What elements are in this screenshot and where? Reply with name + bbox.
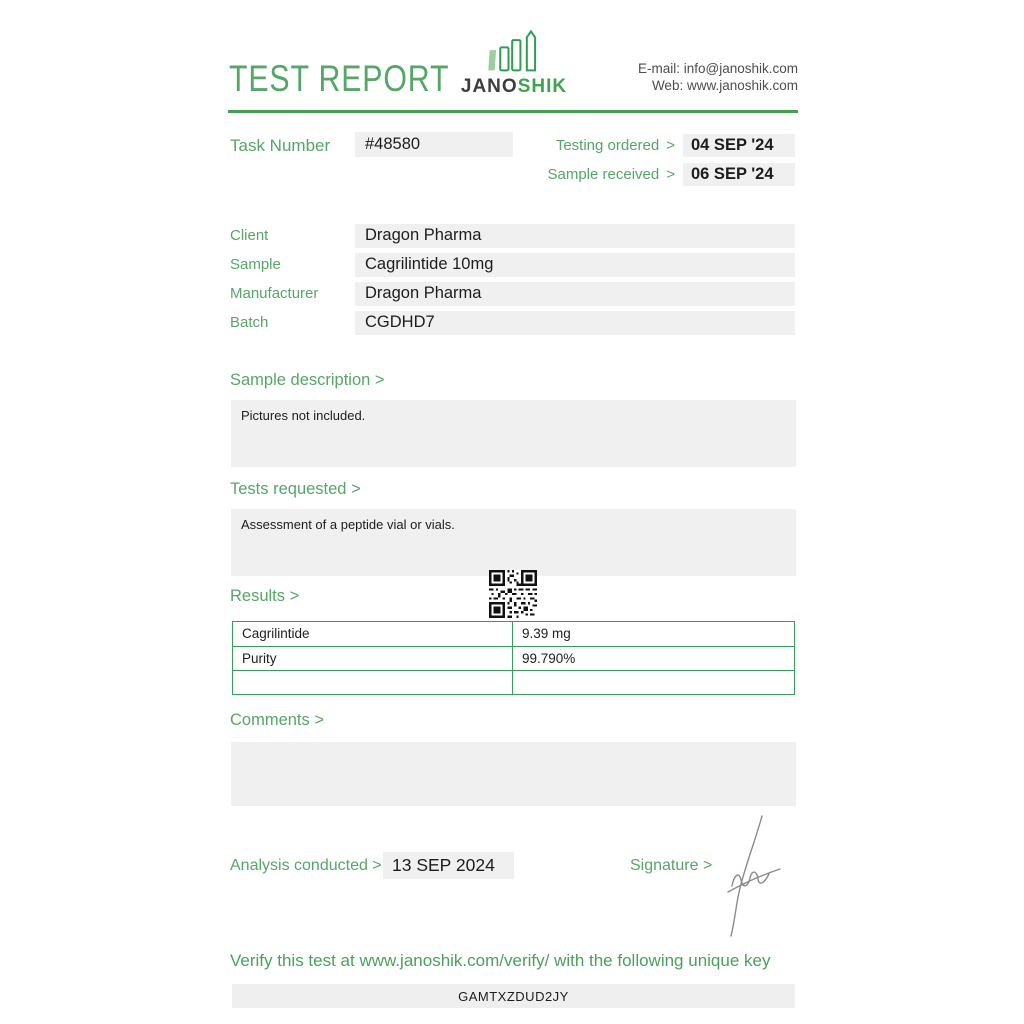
result-value xyxy=(513,671,794,694)
contact-info xyxy=(638,60,798,94)
batch-value: CGDHD7 xyxy=(355,311,795,335)
task-number-value: #48580 xyxy=(355,132,513,157)
page-title: TEST REPORT xyxy=(229,58,450,99)
logo-wordmark xyxy=(455,76,573,98)
sample-received-label: Sample received xyxy=(547,165,660,183)
result-value: 99.790% xyxy=(522,651,576,666)
client-value: Dragon Pharma xyxy=(355,224,795,248)
logo-text-jano: JANO xyxy=(460,76,518,97)
sample-value: Cagrilintide 10mg xyxy=(355,253,795,277)
comments-box xyxy=(231,742,796,806)
contact-web: Web: www.janoshik.com xyxy=(651,78,798,93)
unique-key-value: GAMTXZDUD2JY xyxy=(232,984,795,1008)
batch-label: Batch xyxy=(230,314,269,331)
tests-requested-heading: Tests requested > xyxy=(230,480,361,498)
header-divider xyxy=(228,110,798,113)
manufacturer-row xyxy=(230,282,795,307)
testing-ordered-label: Testing ordered xyxy=(555,136,660,154)
qr-code-icon xyxy=(489,570,537,618)
comments-heading: Comments > xyxy=(230,711,324,729)
analysis-conducted-value: 13 SEP 2024 xyxy=(383,852,514,879)
manufacturer-label: Manufacturer xyxy=(230,285,319,302)
sample-row xyxy=(230,253,795,278)
result-name xyxy=(233,671,513,694)
logo-text-shik: SHIK xyxy=(517,76,568,97)
results-row-1 xyxy=(233,622,794,646)
sample-received-value: 06 SEP '24 xyxy=(683,163,795,186)
task-number-label: Task Number xyxy=(230,136,331,155)
janoshik-logo xyxy=(455,30,573,98)
signature-label: Signature > xyxy=(630,857,713,874)
sample-description-heading: Sample description > xyxy=(230,371,385,389)
bar-chart-logo-icon xyxy=(486,30,542,74)
client-row xyxy=(230,224,795,249)
sample-description-box: Pictures not included. xyxy=(231,400,796,467)
testing-ordered-value: 04 SEP '24 xyxy=(683,134,795,157)
testing-ordered-row xyxy=(556,133,795,157)
arrow-glyph: > xyxy=(666,165,675,183)
result-name: Cagrilintide xyxy=(233,622,513,646)
results-heading: Results > xyxy=(230,587,300,605)
manufacturer-value: Dragon Pharma xyxy=(355,282,795,306)
results-row-3 xyxy=(233,670,794,694)
arrow-glyph: > xyxy=(666,136,675,154)
client-label: Client xyxy=(230,227,269,244)
results-row-2 xyxy=(233,646,794,670)
signature-image xyxy=(702,812,794,940)
results-table xyxy=(232,621,795,695)
result-name: Purity xyxy=(233,647,513,670)
batch-row xyxy=(230,311,795,336)
contact-email: E-mail: info@janoshik.com xyxy=(637,61,798,76)
verify-instruction: Verify this test at www.janoshik.com/verify/ with the following unique key xyxy=(230,951,771,970)
result-value: 9.39 mg xyxy=(522,626,571,641)
tests-requested-box: Assessment of a peptide vial or vials. xyxy=(231,509,796,576)
sample-label: Sample xyxy=(230,256,281,273)
sample-received-row xyxy=(548,162,796,186)
analysis-conducted-label: Analysis conducted > xyxy=(230,857,382,874)
